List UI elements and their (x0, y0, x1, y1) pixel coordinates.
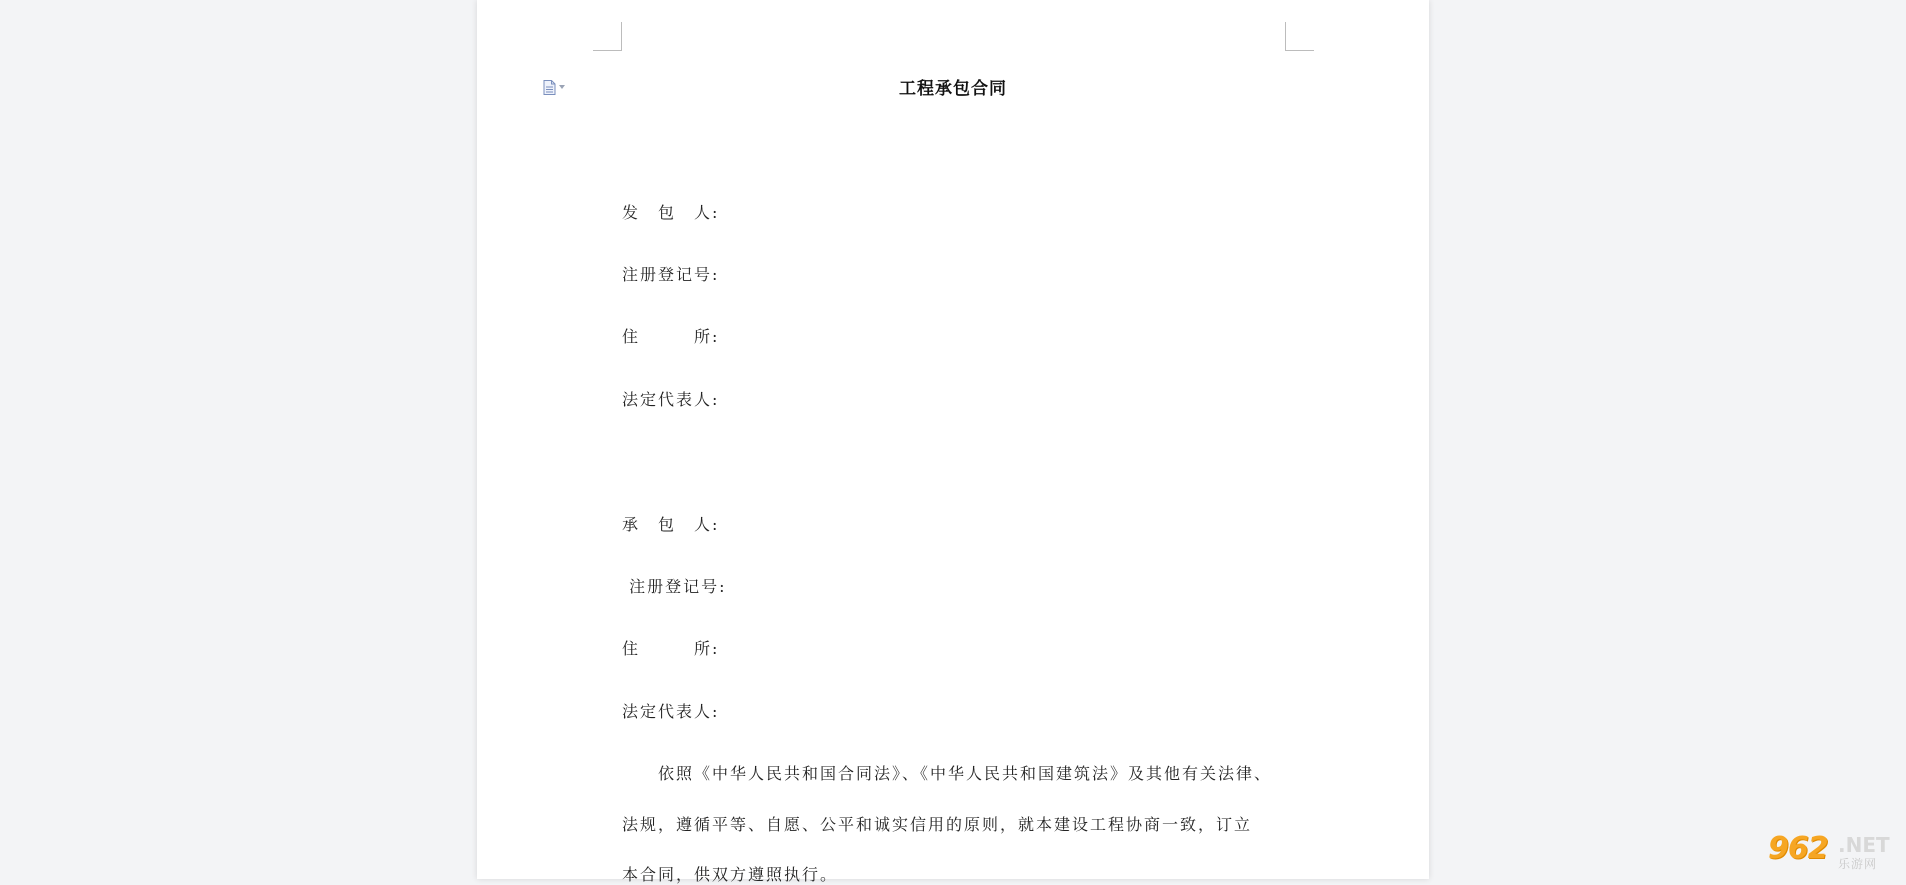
body-paragraph-line: 法规，遵循平等、自愿、公平和诚实信用的原则，就本建设工程协商一致，订立 (622, 815, 1253, 834)
body-paragraph-line: 本合同，供双方遵照执行。 (622, 865, 839, 884)
document-page (477, 0, 1429, 884)
owner-label: 发 包 人: (622, 203, 720, 222)
owner-representative-label: 法定代表人: (622, 390, 720, 409)
watermark-site-name: 乐游网 (1838, 857, 1878, 871)
watermark-suffix: .NET (1838, 833, 1890, 857)
contractor-representative-label: 法定代表人: (622, 702, 720, 721)
contractor-address-label: 住 所: (622, 639, 720, 658)
margin-corner-top-left (593, 22, 622, 51)
site-watermark (1768, 831, 1898, 871)
document-title: 工程承包合同 (899, 79, 1007, 99)
margin-corner-top-right (1285, 22, 1314, 51)
watermark-number: 962 (1768, 831, 1828, 866)
contractor-label: 承 包 人: (622, 515, 720, 534)
owner-registration-label: 注册登记号: (622, 265, 720, 284)
owner-address-label: 住 所: (622, 327, 720, 346)
contractor-registration-label: 注册登记号: (622, 577, 727, 596)
body-paragraph-line: 依照《中华人民共和国合同法》、《中华人民共和国建筑法》及其他有关法律、 (622, 764, 1273, 783)
